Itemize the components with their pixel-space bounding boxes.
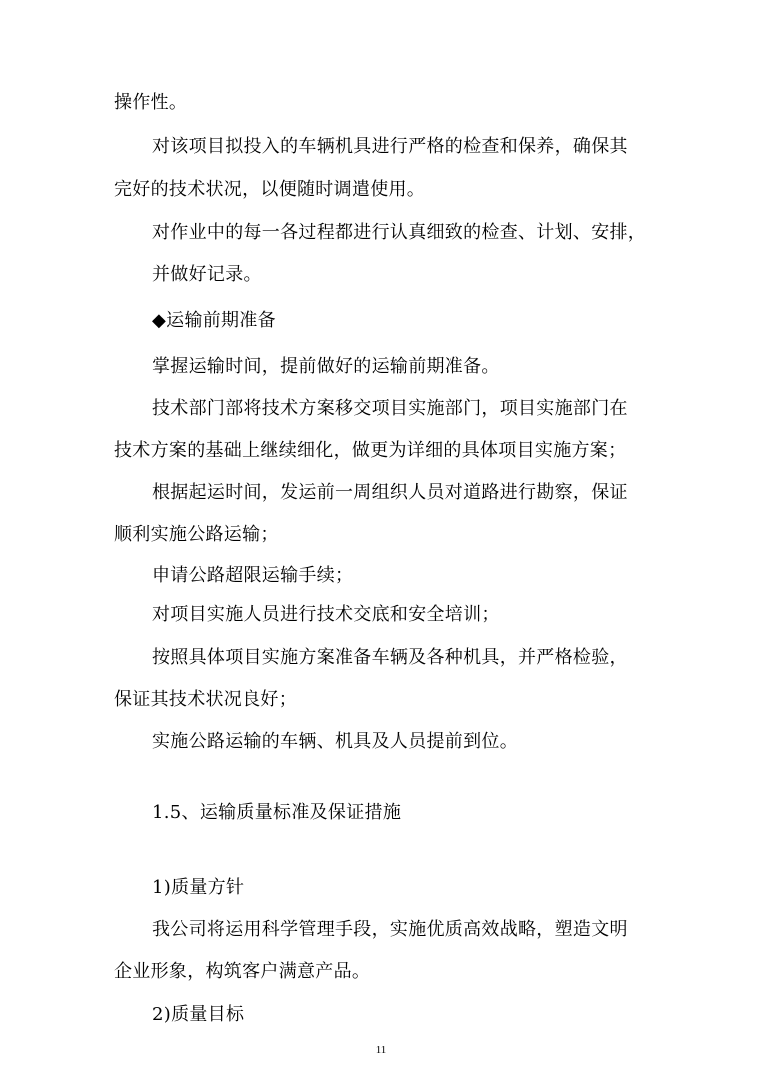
text-line: 技术方案的基础上继续细化，做更为详细的具体项目实施方案； bbox=[114, 440, 627, 461]
text-line: 操作性。 bbox=[114, 92, 188, 113]
text-line: 对该项目拟投入的车辆机具进行严格的检查和保养，确保其 bbox=[152, 136, 628, 157]
text-line: 保证其技术状况良好； bbox=[114, 689, 297, 710]
section-heading: ◆运输前期准备 bbox=[152, 310, 276, 331]
text-line: 完好的技术状况，以便随时调遣使用。 bbox=[114, 179, 426, 200]
subsection-heading: 1)质量方针 bbox=[152, 877, 245, 898]
text-line: 掌握运输时间，提前做好的运输前期准备。 bbox=[152, 356, 500, 377]
text-line: 企业形象，构筑客户满意产品。 bbox=[114, 961, 371, 982]
text-line: 申请公路超限运输手续； bbox=[152, 565, 354, 586]
text-line: 实施公路运输的车辆、机具及人员提前到位。 bbox=[152, 731, 518, 752]
page-number: 11 bbox=[375, 1044, 387, 1056]
text-line: 对项目实施人员进行技术交底和安全培训； bbox=[152, 604, 500, 625]
subsection-heading: 2)质量目标 bbox=[152, 1004, 245, 1025]
text-line: 按照具体项目实施方案准备车辆及各种机具，并严格检验， bbox=[152, 647, 628, 668]
section-heading: 1.5、运输质量标准及保证措施 bbox=[152, 802, 402, 823]
text-line: 对作业中的每一各过程都进行认真细致的检查、计划、安排， bbox=[152, 222, 647, 243]
text-line: 技术部门部将技术方案移交项目实施部门，项目实施部门在 bbox=[152, 398, 628, 419]
text-line: 我公司将运用科学管理手段，实施优质高效战略，塑造文明 bbox=[152, 919, 628, 940]
text-line: 根据起运时间，发运前一周组织人员对道路进行勘察，保证 bbox=[152, 482, 628, 503]
text-line: 顺利实施公路运输； bbox=[114, 524, 279, 545]
text-line: 并做好记录。 bbox=[152, 264, 262, 285]
